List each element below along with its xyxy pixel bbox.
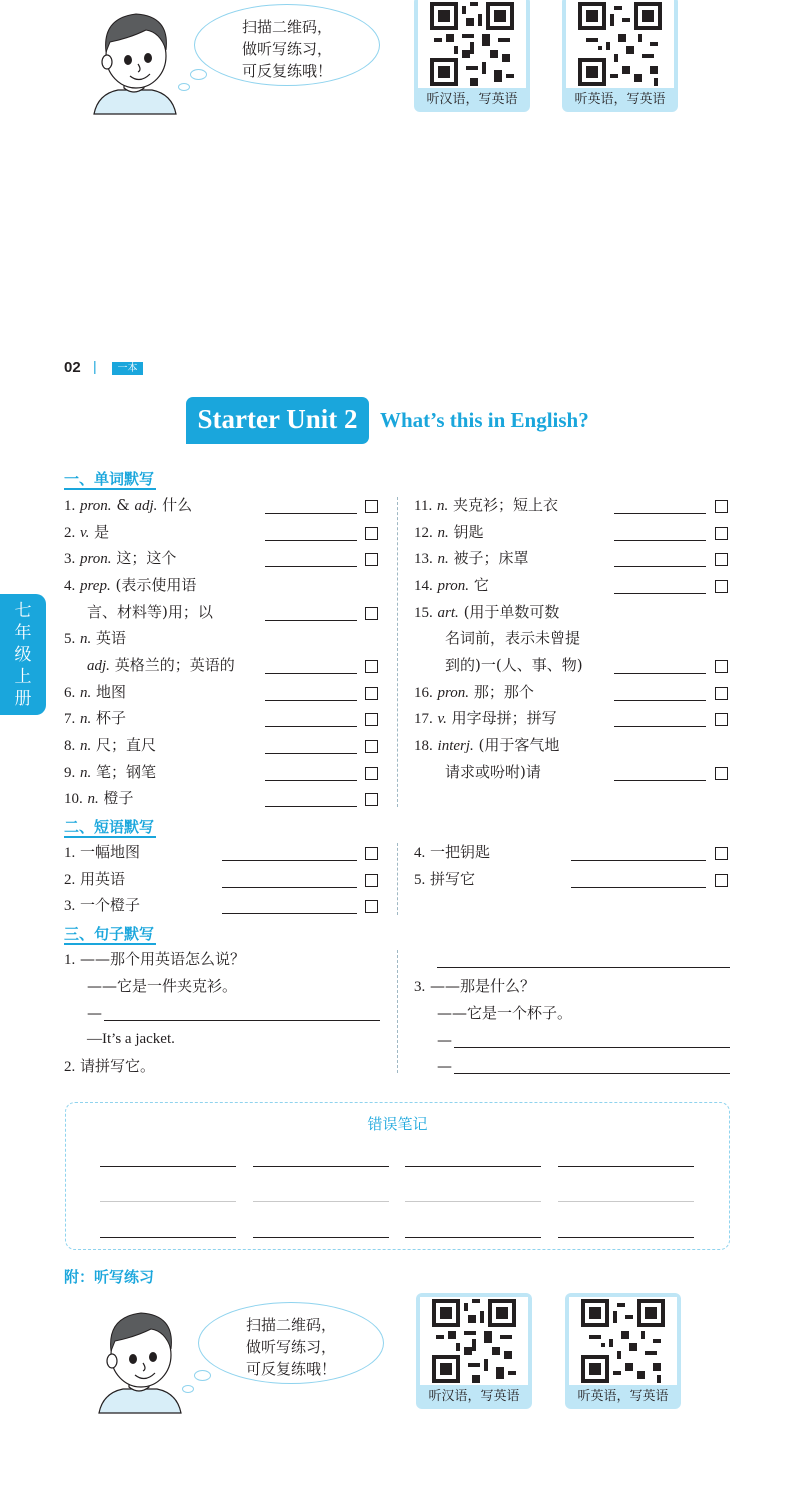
qr-card-chinese-to-english[interactable] [416, 1293, 532, 1409]
answer-line[interactable] [454, 1047, 730, 1048]
answer-line[interactable] [614, 566, 706, 567]
check-box[interactable] [715, 500, 728, 513]
word-item-1: 1. pron. & adj. 什么 [64, 496, 193, 514]
note-line[interactable] [405, 1166, 541, 1167]
note-line[interactable] [405, 1201, 541, 1202]
word-item-8: 8. n. 尺；直尺 [64, 736, 157, 754]
side-tab-char: 上 [14, 667, 32, 687]
check-box[interactable] [715, 660, 728, 673]
phrase-item-4: 4. 一把钥匙 [414, 843, 491, 861]
answer-line[interactable] [614, 780, 706, 781]
word-item-18: 18. interj. (用于客气地 [414, 736, 560, 754]
answer-line[interactable] [614, 540, 706, 541]
answer-line[interactable] [222, 913, 357, 914]
bubble-line-2: 做听写练习， [245, 1338, 336, 1356]
qr-card-english-to-english[interactable] [565, 1293, 681, 1409]
note-line[interactable] [558, 1201, 694, 1202]
unit-title: Starter Unit 2 [197, 404, 358, 434]
word-item-13: 13. n. 被子；床罩 [414, 549, 529, 567]
word-item-15: 15. art. (用于单数可数 [414, 603, 560, 621]
word-item-11: 11. n. 夹克衫；短上衣 [414, 496, 559, 514]
check-box[interactable] [365, 900, 378, 913]
word-item-15-line2: 名词前，表示未曾提 [445, 629, 581, 647]
qr-code-icon [578, 2, 662, 86]
answer-line[interactable] [265, 513, 357, 514]
answer-line[interactable] [571, 887, 706, 888]
word-item-14: 14. pron. 它 [414, 576, 489, 594]
answer-line[interactable] [265, 566, 357, 567]
brand-text: 一本 [117, 363, 138, 374]
qr-label-1: 听汉语，写英语 [426, 92, 518, 107]
answer-line[interactable] [614, 673, 706, 674]
check-box[interactable] [365, 713, 378, 726]
page-number: 02 [64, 359, 81, 376]
appendix-title: 附：听写练习 [64, 1268, 155, 1286]
word-item-17: 17. v. 用字母拼；拼写 [414, 709, 557, 727]
answer-line[interactable] [614, 513, 706, 514]
note-line[interactable] [253, 1201, 389, 1202]
note-line[interactable] [253, 1237, 389, 1238]
check-box[interactable] [365, 793, 378, 806]
answer-line[interactable] [614, 726, 706, 727]
boy-illustration [90, 8, 180, 116]
qr-code-icon [432, 1299, 516, 1383]
answer-line[interactable] [265, 753, 357, 754]
note-line[interactable] [100, 1237, 236, 1238]
qr-code-icon [430, 2, 514, 86]
note-line[interactable] [558, 1237, 694, 1238]
check-box[interactable] [715, 687, 728, 700]
word-item-2: 2. v. 是 [64, 523, 110, 541]
answer-line[interactable] [437, 967, 730, 968]
answer-line[interactable] [265, 540, 357, 541]
check-box[interactable] [715, 553, 728, 566]
answer-line[interactable] [571, 860, 706, 861]
sentence-3-dash-1: — [437, 1031, 452, 1049]
sentence-1-prompt-a: 1. ——那个用英语怎么说？ [64, 950, 246, 968]
check-box[interactable] [715, 767, 728, 780]
side-tab-grade [0, 594, 46, 715]
header-separator: | [93, 358, 97, 374]
check-box[interactable] [715, 874, 728, 887]
word-item-18-line2: 请求或吩咐)请 [445, 763, 541, 781]
bubble-line-1: 扫描二维码， [241, 18, 332, 36]
answer-line[interactable] [265, 780, 357, 781]
answer-line[interactable] [614, 593, 706, 594]
answer-line[interactable] [104, 1020, 380, 1021]
side-tab-char: 七 [14, 601, 32, 621]
sentence-1-answer: —It’s a jacket. [87, 1031, 175, 1047]
word-item-15-line3: 到的)一(人、事、物) [445, 656, 583, 674]
check-box[interactable] [365, 553, 378, 566]
qr-label-1: 听汉语，写英语 [428, 1389, 520, 1404]
phrase-item-5: 5. 拼写它 [414, 870, 476, 888]
sentence-3-prompt-a: 3. ——那是什么？ [414, 977, 536, 995]
section-title-phrases: 二、短语默写 [64, 818, 155, 836]
word-item-12: 12. n. 钥匙 [414, 523, 484, 541]
side-tab-char: 册 [14, 689, 32, 709]
check-box[interactable] [365, 767, 378, 780]
answer-line[interactable] [222, 860, 357, 861]
check-box[interactable] [365, 687, 378, 700]
note-line[interactable] [253, 1166, 389, 1167]
section-title-words: 一、单词默写 [64, 470, 155, 488]
bubble-line-3: 可反复练哦！ [245, 1360, 336, 1378]
check-box[interactable] [365, 607, 378, 620]
check-box[interactable] [715, 580, 728, 593]
check-box[interactable] [365, 500, 378, 513]
check-box[interactable] [365, 874, 378, 887]
error-notes-title: 错误笔记 [367, 1115, 428, 1133]
answer-line[interactable] [454, 1073, 730, 1074]
note-line[interactable] [405, 1237, 541, 1238]
note-line[interactable] [100, 1201, 236, 1202]
check-box[interactable] [365, 527, 378, 540]
qr-card-english-to-english[interactable] [562, 0, 678, 112]
bubble-line-3: 可反复练哦！ [241, 62, 332, 80]
unit-subtitle: What’s this in English? [380, 408, 589, 432]
side-tab-char: 年 [14, 623, 32, 643]
phrase-item-1: 1. 一幅地图 [64, 843, 141, 861]
check-box[interactable] [365, 660, 378, 673]
qr-label-2: 听英语，写英语 [577, 1389, 669, 1404]
word-item-6: 6. n. 地图 [64, 683, 127, 701]
word-item-5-line2: adj. 英格兰的；英语的 [87, 656, 235, 674]
sentence-2-prompt: 2. 请拼写它。 [64, 1057, 156, 1075]
word-item-7: 7. n. 杯子 [64, 709, 127, 727]
answer-line[interactable] [265, 806, 357, 807]
sentence-3-dash-2: — [437, 1057, 452, 1075]
bubble-line-1: 扫描二维码， [245, 1316, 336, 1334]
sentence-1-prompt-b: ——它是一件夹克衫。 [87, 977, 238, 995]
bubble-line-2: 做听写练习， [241, 40, 332, 58]
brand-logo [112, 362, 143, 375]
boy-illustration [95, 1307, 185, 1415]
note-line[interactable] [558, 1166, 694, 1167]
answer-line[interactable] [614, 700, 706, 701]
answer-line[interactable] [222, 887, 357, 888]
check-box[interactable] [365, 847, 378, 860]
answer-line[interactable] [265, 620, 357, 621]
check-box[interactable] [715, 527, 728, 540]
check-box[interactable] [715, 847, 728, 860]
word-item-4: 4. prep. (表示使用语 [64, 576, 197, 594]
word-item-3: 3. pron. 这；这个 [64, 549, 177, 567]
sentence-3-prompt-b: ——它是一个杯子。 [437, 1004, 573, 1022]
word-item-4-line2: 言、材料等)用；以 [87, 603, 213, 621]
word-item-10: 10. n. 橙子 [64, 789, 134, 807]
note-line[interactable] [100, 1166, 236, 1167]
word-item-16: 16. pron. 那；那个 [414, 683, 534, 701]
qr-card-chinese-to-english[interactable] [414, 0, 530, 112]
check-box[interactable] [715, 713, 728, 726]
word-item-5: 5. n. 英语 [64, 629, 127, 647]
section-title-sentences: 三、句子默写 [64, 925, 155, 943]
answer-line[interactable] [265, 673, 357, 674]
phrase-item-2: 2. 用英语 [64, 870, 126, 888]
qr-code-icon [581, 1299, 665, 1383]
phrase-item-3: 3. 一个橙子 [64, 896, 141, 914]
sentence-1-dash: — [87, 1004, 102, 1022]
answer-line[interactable] [265, 726, 357, 727]
side-tab-char: 级 [14, 645, 32, 665]
check-box[interactable] [365, 740, 378, 753]
word-item-9: 9. n. 笔；钢笔 [64, 763, 157, 781]
answer-line[interactable] [265, 700, 357, 701]
qr-label-2: 听英语，写英语 [574, 92, 666, 107]
